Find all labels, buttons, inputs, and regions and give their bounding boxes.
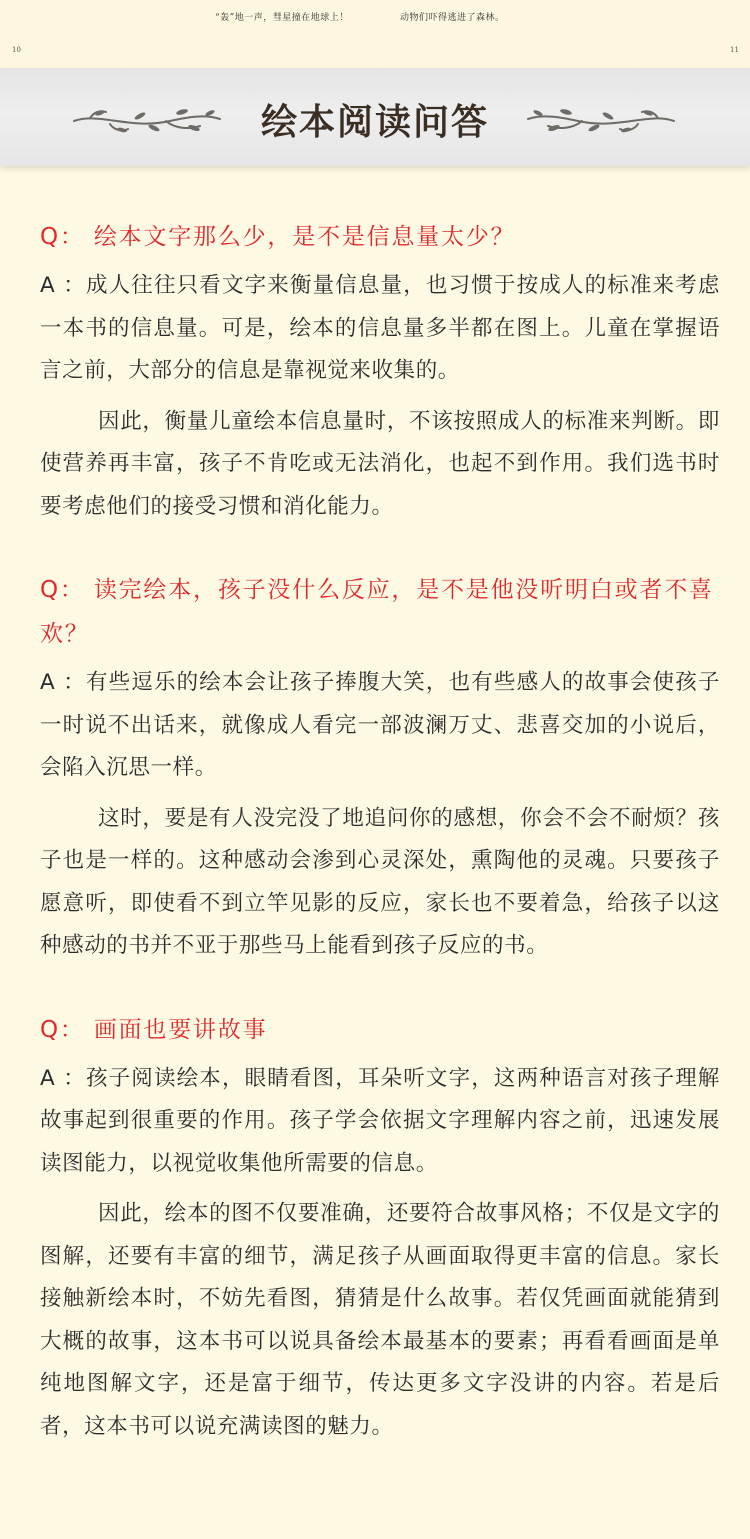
page-number-left: 10 bbox=[12, 46, 21, 54]
question-heading: Q： 读完绘本，孩子没什么反应，是不是他没听明白或者不喜欢？ bbox=[40, 577, 714, 647]
answer-paragraph: A ：有些逗乐的绘本会让孩子捧腹大笑，也有些感人的故事会使孩子一时说不出话来，就像成人看完一部波澜万丈、悲喜交加的小说后，会陷入沉思一样。 bbox=[40, 670, 720, 780]
top-caption-right: 动物们吓得逃进了森林。 bbox=[400, 13, 505, 23]
qa-content bbox=[40, 215, 720, 1448]
answer-paragraph: A ：成人往往只看文字来衡量信息量，也习惯于按成人的标准来考虑一本书的信息量。可是，绘本的信息量多半都在图上。儿童在掌握语言之前，大部分的信息是靠视觉来收集的。 bbox=[40, 273, 720, 383]
qa-section bbox=[40, 1008, 720, 1449]
title-banner bbox=[0, 68, 750, 166]
question-heading: Q： 画面也要讲故事 bbox=[40, 1016, 268, 1043]
page-title: 绘本阅读问答 bbox=[260, 101, 489, 143]
answer-paragraph: A ：孩子阅读绘本，眼睛看图，耳朵听文字，这两种语言对孩子理解故事起到很重要的作用。孩子学会依据文字理解内容之前，迅速发展读图能力，以视觉收集他所需要的信息。 bbox=[40, 1065, 720, 1176]
body-paragraph: 因此，绘本的图不仅要准确，还要符合故事风格；不仅是文字的图解，还要有丰富的细节，满足孩子从画面取得更丰富的信息。家长接触新绘本时，不妨先看图，猜猜是什么故事。若仅凭画面就能猜到大概的故事，这本书可以说具备绘本最基本的要素；再看看画面是单纯地图解文字，还是富于细节，传达更多文字没讲的内容。若是后者，这本书可以说充满读图的魅力。 bbox=[40, 1201, 720, 1439]
previous-page-strip bbox=[0, 0, 750, 68]
body-paragraph: 因此，衡量儿童绘本信息量时，不该按照成人的标准来判断。即使营养再丰富，孩子不肯吃或无法消化，也起不到作用。我们选书时要考虑他们的接受习惯和消化能力。 bbox=[40, 408, 720, 519]
qa-section bbox=[40, 568, 720, 968]
question-heading: Q： 绘本文字那么少，是不是信息量太少？ bbox=[40, 224, 516, 250]
vine-ornament-right-icon bbox=[523, 104, 678, 138]
qa-section bbox=[40, 215, 720, 528]
body-paragraph: 这时，要是有人没完没了地追问你的感想，你会不会不耐烦？孩子也是一样的。这种感动会渗到心灵深处，熏陶他的灵魂。只要孩子愿意听，即使看不到立竿见影的反应，家长也不要着急，给孩子以这种感动的书并不亚于那些马上能看到孩子反应的书。 bbox=[40, 805, 720, 958]
page-number-right: 11 bbox=[730, 46, 739, 54]
top-caption-left: “轰”地一声，彗星撞在地球上！ bbox=[215, 13, 349, 23]
